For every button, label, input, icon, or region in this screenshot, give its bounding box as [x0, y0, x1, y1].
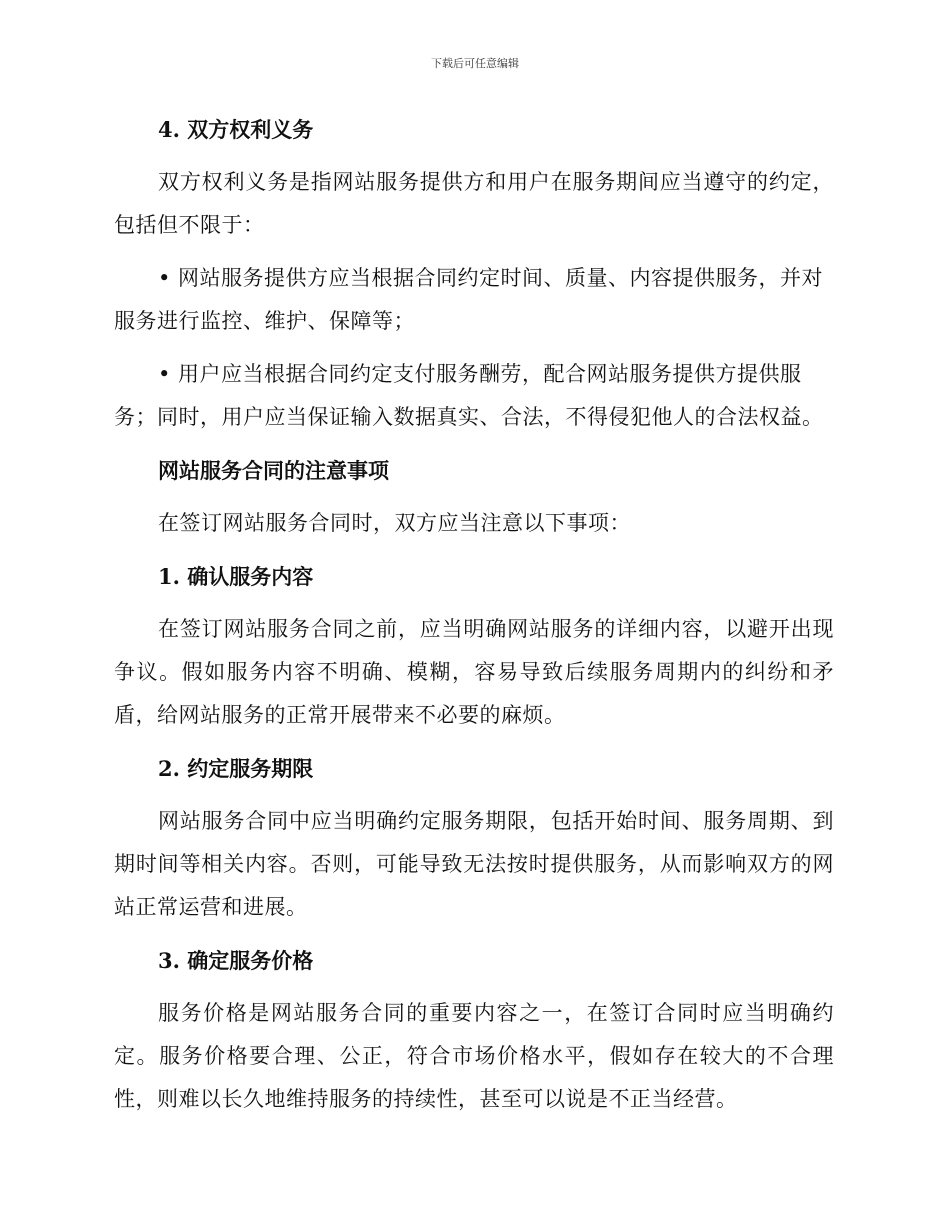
bullet-user-duty: [114, 353, 834, 439]
section-heading-notes: 网站服务合同的注意事项: [158, 458, 389, 483]
section-heading-service-term: 2. 约定服务期限: [158, 756, 314, 781]
bullet-line: • 网站服务提供方应当根据合同约定时间、质量、内容提供服务，并对: [158, 266, 824, 290]
paragraph-confirm-content: 在签订网站服务合同之前，应当明确网站服务的详细内容，以避开出现争议。假如服务内容不明确、模糊，容易导致后续服务周期内的纠纷和矛盾，给网站服务的正常开展带来不必要的麻烦。: [114, 617, 834, 727]
document-body: [114, 108, 834, 1131]
bullet-continuation: 务；同时，用户应当保证输入数据真实、合法，不得侵犯他人的合法权益。: [114, 405, 824, 429]
section-heading-rights: 4. 双方权利义务: [158, 117, 314, 142]
bullet-line: • 用户应当根据合同约定支付服务酬劳，配合网站服务提供方提供服: [158, 362, 802, 386]
section-heading-service-price: 3. 确定服务价格: [158, 948, 314, 973]
paragraph-service-price: 服务价格是网站服务合同的重要内容之一，在签订合同时应当明确约定。服务价格要合理、公正，符合市场价格水平，假如存在较大的不合理性，则难以长久地维持服务的持续性，甚至可以说是不正当经营。: [114, 1001, 834, 1111]
paragraph-notes-intro: 在签订网站服务合同时，双方应当注意以下事项：: [158, 511, 631, 535]
section-heading-confirm-content: 1. 确认服务内容: [158, 564, 314, 589]
bullet-continuation: 服务进行监控、维护、保障等；: [114, 309, 415, 333]
bullet-provider-duty: [114, 257, 834, 343]
page-header: 下载后可任意编辑: [431, 57, 519, 70]
paragraph-service-term: 网站服务合同中应当明确约定服务期限，包括开始时间、服务周期、到期时间等相关内容。否则，可能导致无法按时提供服务，从而影响双方的网站正常运营和进展。: [114, 809, 834, 919]
paragraph-rights-intro: 双方权利义务是指网站服务提供方和用户在服务期间应当遵守的约定，包括但不限于：: [114, 170, 834, 237]
